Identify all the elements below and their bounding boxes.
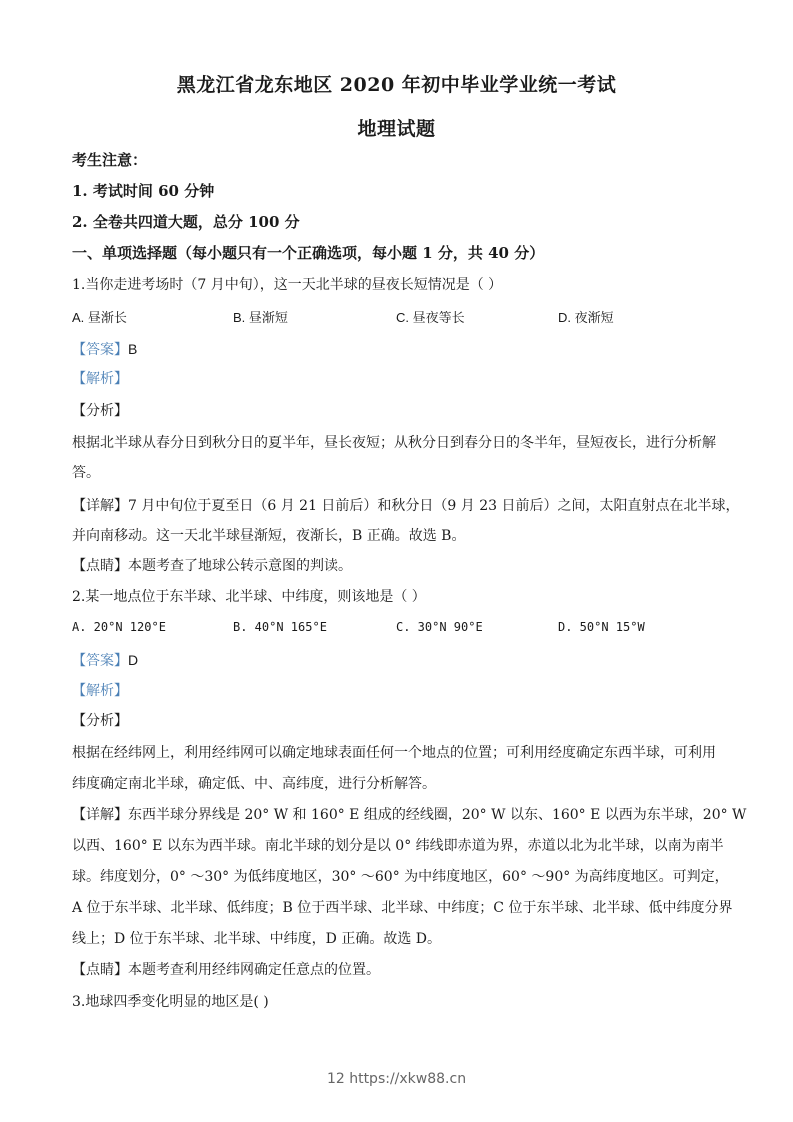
answer-row: [72, 651, 732, 670]
xiangjie-label: 【详解】: [72, 807, 128, 823]
question-3-stem: 3.地球四季变化明显的地区是( ): [72, 994, 269, 1010]
notice-item: 1. 考试时间 60 分钟: [72, 182, 215, 200]
answer-row: [72, 340, 732, 359]
option-d: D. 夜渐短: [558, 310, 614, 325]
option-c: C. 30°N 90°E: [396, 620, 483, 634]
analysis-label: 【解析】: [72, 371, 128, 387]
xiangjie-text: 以西、160° E 以东为西半球。南北半球的划分是以 0° 纬线即赤道为界，赤道以北为北半球，以南为南半: [72, 838, 724, 854]
xiangjie-text: 线上；D 位于东半球、北半球、中纬度，D 正确。故选 D。: [72, 931, 442, 947]
xiangjie-text: 球。纬度划分，0° ～30° 为低纬度地区，30° ～60° 为中纬度地区，60° ～90° 为高纬度地区。可判定，: [72, 869, 729, 885]
dianjing-row: [72, 961, 732, 979]
answer-label: 【答案】: [72, 653, 128, 669]
exam-subtitle: 地理试题: [357, 118, 436, 140]
answer-value: B: [128, 341, 138, 357]
dianjing-row: [72, 557, 732, 575]
answer-value: D: [128, 652, 139, 668]
fenxi-text: 答。: [72, 465, 100, 481]
exam-title: 黑龙江省龙东地区 2020 年初中毕业学业统一考试: [176, 74, 617, 96]
page-footer: 12 https://xkw88.cn: [326, 1071, 467, 1087]
dianjing-label: 【点睛】: [72, 962, 128, 978]
fenxi-label: 【分析】: [72, 713, 128, 729]
answer-label: 【答案】: [72, 342, 128, 358]
xiangjie-label: 【详解】: [72, 498, 128, 514]
xiangjie-text: 7 月中旬位于夏至日（6 月 21 日前后）和秋分日（9 月 23 日前后）之间，太阳直射点在北半球，: [128, 498, 740, 514]
option-d: D. 50°N 15°W: [558, 620, 645, 634]
notice-item: 2. 全卷共四道大题，总分 100 分: [72, 213, 300, 231]
fenxi-text: 根据北半球从春分日到秋分日的夏半年，昼长夜短；从秋分日到春分日的冬半年，昼短夜长，进行分析解: [72, 435, 716, 451]
analysis-label: 【解析】: [72, 683, 128, 699]
option-b: B. 40°N 165°E: [233, 620, 327, 634]
section-heading: 一、单项选择题（每小题只有一个正确选项，每小题 1 分，共 40 分）: [72, 244, 545, 262]
notice-heading: 考生注意：: [72, 151, 148, 169]
xiangjie-row: [72, 806, 747, 824]
dianjing-text: 本题考查了地球公转示意图的判读。: [128, 558, 352, 574]
fenxi-label: 【分析】: [72, 403, 128, 419]
option-b: B. 昼渐短: [233, 310, 288, 325]
xiangjie-text: 东西半球分界线是 20° W 和 160° E 组成的经线圈，20° W 以东、160° E 以西为东半球，20° W: [128, 807, 747, 823]
dianjing-text: 本题考查利用经纬网确定任意点的位置。: [128, 962, 380, 978]
question-stem: 1.当你走进考场时（7 月中旬），这一天北半球的昼夜长短情况是（ ）: [72, 277, 503, 293]
xiangjie-text: A 位于东半球、北半球、低纬度；B 位于西半球、北半球、中纬度；C 位于东半球、北半球、低中纬度分界: [72, 900, 733, 916]
xiangjie-text: 并向南移动。这一天北半球昼渐短，夜渐长，B 正确。故选 B。: [72, 528, 466, 544]
dianjing-label: 【点睛】: [72, 558, 128, 574]
question-stem: 2.某一地点位于东半球、北半球、中纬度，则该地是（ ）: [72, 589, 426, 605]
fenxi-text: 纬度确定南北半球，确定低、中、高纬度，进行分析解答。: [72, 776, 436, 792]
option-a: A. 20°N 120°E: [72, 620, 166, 634]
fenxi-text: 根据在经纬网上，利用经纬网可以确定地球表面任何一个地点的位置；可利用经度确定东西半球，可利用: [72, 745, 716, 761]
option-c: C. 昼夜等长: [396, 310, 465, 325]
option-a: A. 昼渐长: [72, 310, 127, 325]
xiangjie-row: [72, 497, 740, 515]
